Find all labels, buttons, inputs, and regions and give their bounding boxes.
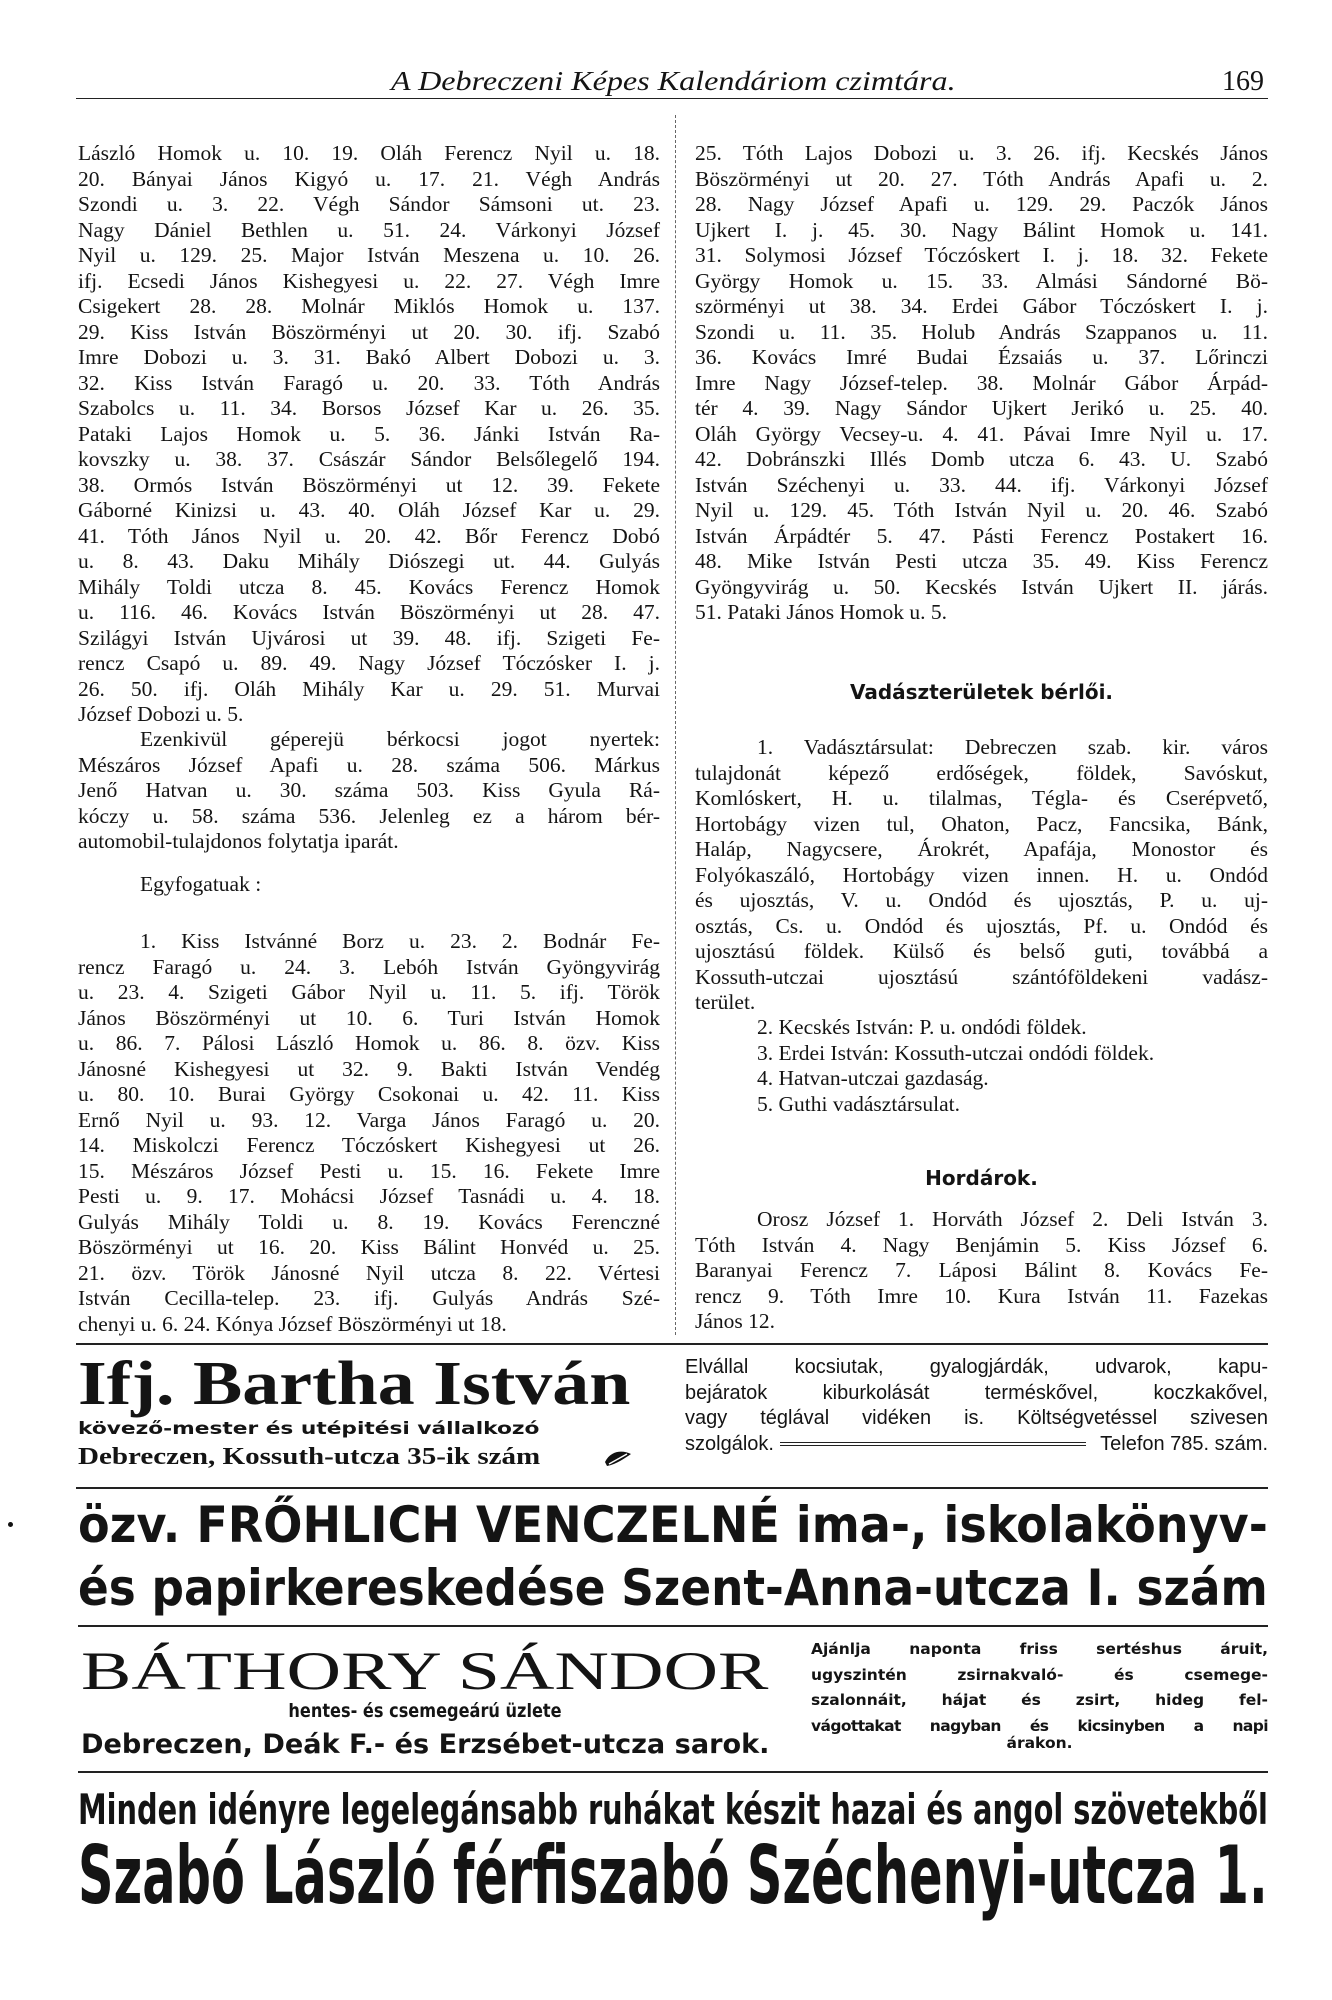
ad-bartha-last-line — [685, 1434, 1268, 1456]
text-line: 48. Mike István Pesti utcza 35. 49. Kiss Ferencz — [695, 549, 1268, 573]
ad-bartha-phone: Telefon 785. szám. — [1100, 1432, 1268, 1455]
text-line: 20. Bányai János Kigyó u. 17. 21. Végh András — [78, 166, 660, 191]
text-line: 42. Dobránszki Illés Domb utcza 6. 43. U. Szabó — [695, 447, 1268, 471]
ad-bathory-text-last: árakon. — [1006, 1734, 1073, 1752]
text-line: 25. Tóth Lajos Dobozi u. 3. 26. ifj. Kecskés János — [695, 141, 1268, 165]
header-rule — [76, 98, 1268, 99]
text-line: 21. özv. Török Jánosné Nyil utcza 8. 22. Vértesi — [78, 1260, 660, 1285]
text-line: Nagy Dániel Bethlen u. 51. 24. Várkonyi József — [78, 217, 660, 242]
ad-frohlich-line-1-text: özv. FRŐHLICH VENCZELNÉ ima-, iskolakönyv- — [78, 1496, 1268, 1554]
ad-bartha-text-line: Elvállal kocsiutak, gyalogjárdák, udvarok, kapu- — [685, 1356, 1268, 1378]
ad-bartha-trade-text: kövező-mester és utépitési vállalkozó — [78, 1419, 540, 1439]
text-line: Gulyás Mihály Toldi u. 8. 19. Kovács Ferenczné — [78, 1209, 660, 1234]
vadasz-items — [757, 1014, 1277, 1116]
text-line: u. 116. 46. Kovács István Böszörményi ut 28. 47. — [78, 600, 660, 624]
column-divider — [675, 115, 676, 1335]
ad-frohlich-line-1 — [78, 1497, 1268, 1553]
running-title-text: A Debreczeni Képes Kalendáriom czimtára. — [391, 66, 956, 96]
text-line: Csigekert 28. 28. Molnár Miklós Homok u. 137. — [78, 294, 660, 318]
running-title — [391, 66, 956, 100]
text-line: József Dobozi u. 5. — [78, 702, 244, 726]
text-line: Gáborné Kinizsi u. 43. 40. Oláh József Kar u. 29. — [78, 498, 660, 522]
text-line: Nyil u. 129. 25. Major István Meszena u. 10. 26. — [78, 243, 660, 267]
text-line: 51. Pataki János Homok u. 5. — [695, 600, 948, 624]
text-line: Oláh György Vecsey-u. 4. 41. Pávai Imre Nyil u. 17. — [695, 421, 1268, 446]
text-line: 28. Nagy József Apafi u. 129. 29. Paczók János — [695, 192, 1268, 216]
text-line: Szabolcs u. 11. 34. Borsos József Kar u. 26. 35. — [78, 396, 660, 420]
ad-bathory-text — [811, 1637, 1268, 1757]
text-line: Orosz József 1. Horváth József 2. Deli István 3. — [757, 1207, 1268, 1231]
text-line: Ezenkivül géperejü bérkocsi jogot nyertek: — [140, 727, 660, 751]
text-line: Imre Dobozi u. 3. 31. Bakó Albert Dobozi u. 3. — [78, 345, 660, 369]
text-line: Pesti u. 9. 17. Mohácsi József Tasnádi u. 4. 18. — [78, 1184, 660, 1208]
ad-bathory-address-text: Debreczen, Deák F.- és Erzsébet-utcza sarok. — [81, 1729, 770, 1760]
text-line: Pataki Lajos Homok u. 5. 36. Jánki István Ra- — [78, 421, 660, 446]
ad-bartha-address-text: Debreczen, Kossuth-utcza 35-ik szám — [78, 1444, 541, 1470]
ad-bartha-closing: szolgálok. — [685, 1432, 774, 1455]
text-line: Folyókaszáló, Hortobágy vizen innen. H. u. Ondód — [695, 862, 1268, 887]
text-line: Komlóskert, H. u. tilalmas, Tégla- és Cserépvető, — [695, 786, 1268, 810]
ad-szabo-name-text: Szabó László férfiszabó Széchenyi-utcza 1. — [78, 1829, 1268, 1922]
ad-bartha-name-text: Ifj. Bartha István — [78, 1350, 631, 1418]
text-line: Baranyai Ferencz 7. Láposi Bálint 8. Kovács Fe- — [695, 1258, 1268, 1282]
text-line: Böszörményi ut 20. 27. Tóth András Apafi u. 2. — [695, 166, 1268, 191]
text-line: Gyöngyvirág u. 50. Kecskés István Ujkert II. járás. — [695, 574, 1268, 599]
ad-divider-1 — [76, 1343, 1268, 1345]
ad-frohlich-line-2-text: és papirkereskedése Szent-Anna-utcza I. szám — [78, 1559, 1268, 1617]
text-line: 38. Ormós István Böszörményi ut 12. 39. Fekete — [78, 472, 660, 497]
text-line: István Cecilla-telep. 23. ifj. Gulyás András Szé- — [78, 1286, 660, 1310]
ad-bathory-text-line: ugyszintén zsirnakvaló- és csemege- — [811, 1665, 1268, 1684]
left-column-list-1 — [78, 141, 660, 728]
left-column-motor-cabs — [78, 727, 660, 855]
vadasz-paragraph — [695, 735, 1268, 1016]
text-line: Jánosné Kishegyesi ut 32. 9. Bakti István Vendég — [78, 1056, 660, 1081]
ad-divider-4 — [78, 1771, 1268, 1773]
text-line: osztás, Cs. u. Ondód és ujosztás, Pf. u. Ondód és — [695, 913, 1268, 938]
text-line: rencz 9. Tóth Imre 10. Kura István 11. Fazekas — [695, 1283, 1268, 1308]
ad-bathory-name — [81, 1643, 769, 1699]
text-line: ifj. Ecsedi János Kishegyesi u. 22. 27. Végh Imre — [78, 268, 660, 293]
text-line: Imre Nagy József-telep. 38. Molnár Gábor Árpád- — [695, 370, 1268, 395]
text-line: chenyi u. 6. 24. Kónya József Böszörményi ut 18. — [78, 1311, 507, 1336]
text-line: kóczy u. 58. száma 536. Jelenleg ez a három bér- — [78, 803, 660, 828]
ad-bathory-trade: hentes- és csemegeárú üzlete — [288, 1700, 562, 1722]
text-line: u. 86. 7. Pálosi László Homok u. 86. 8. özv. Kiss — [78, 1031, 660, 1055]
ad-bartha-trade — [78, 1419, 540, 1439]
ad-bartha-text — [685, 1357, 1268, 1455]
text-line: automobil-tulajdonos folytatja iparát. — [78, 829, 399, 853]
text-line: ujosztású földek. Külső és belső guti, továbbá a — [695, 939, 1268, 963]
text-line: Nyil u. 129. 45. Tóth István Nyil u. 20. 46. Szabó — [695, 498, 1268, 522]
ad-bartha-text-line: vagy téglával vidéken is. Költségvetéssel szivesen — [685, 1407, 1268, 1429]
ad-szabo-name — [78, 1828, 1268, 1924]
text-line: István Széchenyi u. 33. 44. ifj. Várkonyi József — [695, 472, 1268, 497]
text-line: Szondi u. 3. 22. Végh Sándor Sámsoni ut. 23. — [78, 192, 660, 216]
ad-bartha-name — [78, 1352, 630, 1416]
text-line: 36. Kovács Imré Budai Ézsaiás u. 37. Lőrinczi — [695, 345, 1268, 369]
text-line: János Böszörményi ut 10. 6. Turi István Homok — [78, 1005, 660, 1030]
text-line: tér 4. 39. Nagy Sándor Ujkert Jerikó u. 25. 40. — [695, 396, 1268, 420]
ad-frohlich-line-2 — [78, 1560, 1268, 1616]
text-line: 14. Miskolczi Ferencz Tóczóskert Kishegyesi ut 26. — [78, 1133, 660, 1157]
text-line: Haláp, Nagycsere, Árokrét, Apafája, Monostor és — [695, 837, 1268, 861]
text-line: 32. Kiss István Faragó u. 20. 33. Tóth András — [78, 370, 660, 395]
text-line: Kossuth-utczai ujosztású szántóföldekeni vadász- — [695, 964, 1268, 989]
text-line: Ujkert I. j. 45. 30. Nagy Bálint Homok u. 141. — [695, 217, 1268, 242]
text-line: Tóth István 4. Nagy Benjámin 5. Kiss József 6. — [695, 1232, 1268, 1257]
ad-divider-3 — [78, 1625, 1268, 1627]
text-line: Szondi u. 11. 35. Holub András Szappanos u. 11. — [695, 319, 1268, 344]
text-line: János 12. — [695, 1309, 776, 1333]
ad-szabo-tagline-text: Minden idényre legelegánsabb ruhákat készit hazai és angol szövetekből — [78, 1785, 1268, 1834]
text-line: 31. Solymosi József Tóczóskert I. j. 18. 32. Fekete — [695, 243, 1268, 267]
text-line: u. 23. 4. Szigeti Gábor Nyil u. 11. 5. ifj. Török — [78, 980, 660, 1004]
text-line: Mészáros József Apafi u. 28. száma 506. Márkus — [78, 752, 660, 777]
list-item: 4. Hatvan-utczai gazdaság. — [757, 1066, 989, 1090]
hordarok-paragraph — [695, 1207, 1268, 1335]
text-line: terület. — [695, 990, 756, 1014]
text-line: Ernő Nyil u. 93. 12. Varga János Faragó u. 20. — [78, 1107, 660, 1132]
vadasz-heading: Vadászterületek bérlői. — [849, 680, 1114, 704]
text-line: István Árpádtér 5. 47. Pásti Ferencz Postakert 16. — [695, 523, 1268, 548]
ad-bartha-text-line: bejáratok kiburkolását terméskővel, koczkakővel, — [685, 1381, 1268, 1404]
text-line: 15. Mészáros József Pesti u. 15. 16. Fekete Imre — [78, 1158, 660, 1183]
list-item: 3. Erdei István: Kossuth-utczai ondódi földek. — [757, 1040, 1155, 1065]
leaf-ornament-icon — [603, 1448, 633, 1473]
ad-bathory-text-line: szalonnáit, hájat és zsirt, hideg fel- — [811, 1691, 1268, 1709]
text-line: kovszky u. 38. 37. Császár Sándor Belsőlegelő 194. — [78, 447, 660, 471]
ad-bathory-text-line: vágottakat nagyban és kicsinyben a napi — [811, 1716, 1268, 1735]
text-line: Jenő Hatvan u. 30. száma 503. Kiss Gyula Rá- — [78, 778, 660, 802]
egyfogatuak-heading: Egyfogatuak : — [140, 872, 262, 896]
text-line: szörményi ut 38. 34. Erdei Gábor Tóczóskert I. j. — [695, 294, 1268, 318]
text-line: 26. 50. ifj. Oláh Mihály Kar u. 29. 51. Murvai — [78, 676, 660, 701]
hordarok-heading: Hordárok. — [925, 1166, 1038, 1190]
text-line: 41. Tóth János Nyil u. 20. 42. Bőr Ferencz Dobó — [78, 523, 660, 548]
ad-bathory-name-text: BÁTHORY SÁNDOR — [81, 1641, 769, 1701]
page-number: 169 — [1222, 66, 1264, 97]
text-line: Böszörményi ut 16. 20. Kiss Bálint Honvéd u. 25. — [78, 1235, 660, 1259]
text-line: György Homok u. 15. 33. Almási Sándorné Bö- — [695, 268, 1268, 293]
text-line: 1. Kiss Istvánné Borz u. 23. 2. Bodnár Fe- — [140, 929, 660, 953]
text-line: tulajdonát képező erdőségek, földek, Savóskut, — [695, 760, 1268, 785]
ad-divider-2 — [76, 1487, 1268, 1489]
text-line: rencz Csapó u. 89. 49. Nagy József Tóczósker I. j. — [78, 651, 660, 675]
text-line: 29. Kiss István Böszörményi ut 20. 30. ifj. Szabó — [78, 319, 660, 344]
ad-bathory-text-line: Ajánlja naponta friss sertéshus áruit, — [811, 1640, 1268, 1658]
bullet-dot-icon — [8, 1522, 13, 1527]
right-column-list — [695, 141, 1268, 626]
text-line: u. 80. 10. Burai György Csokonai u. 42. 11. Kiss — [78, 1082, 660, 1106]
text-line: Mihály Toldi utcza 8. 45. Kovács Ferencz Homok — [78, 574, 660, 599]
text-line: 1. Vadásztársulat: Debreczen szab. kir. város — [757, 735, 1268, 759]
list-item: 5. Guthi vadásztársulat. — [757, 1091, 961, 1116]
ad-bartha-address — [78, 1444, 540, 1471]
left-column-list-egyfogatuak — [78, 929, 660, 1337]
text-line: Hortobágy vizen tul, Ohaton, Pacz, Fancsika, Bánk, — [695, 811, 1268, 836]
ad-bathory-address — [81, 1729, 769, 1761]
text-line: u. 8. 43. Daku Mihály Diószegi ut. 44. Gulyás — [78, 549, 660, 573]
list-item: 2. Kecskés István: P. u. ondódi földek. — [757, 1015, 1087, 1039]
text-line: rencz Faragó u. 24. 3. Lebóh István Gyöngyvirág — [78, 954, 660, 979]
text-line: László Homok u. 10. 19. Oláh Ferencz Nyil u. 18. — [78, 141, 660, 165]
double-rule — [780, 1442, 1086, 1446]
text-line: Szilágyi István Ujvárosi ut 39. 48. ifj. Szigeti Fe- — [78, 625, 660, 650]
text-line: és ujosztás, V. u. Ondód és ujosztás, P. u. uj- — [695, 888, 1268, 912]
